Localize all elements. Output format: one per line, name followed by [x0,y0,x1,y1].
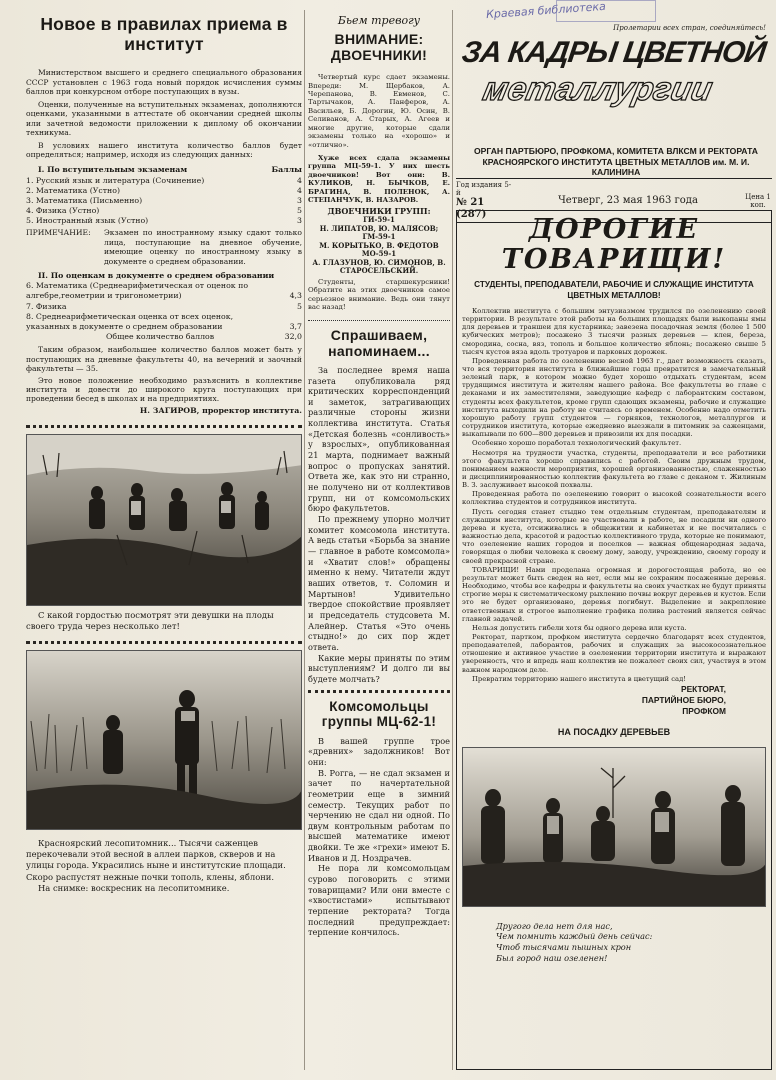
item-score: 4,3 [289,291,302,301]
divider [26,641,302,644]
lead: СТУДЕНТЫ, ПРЕПОДАВАТЕЛИ, РАБОЧИЕ И СЛУЖАЩИЕ ИНСТИТУТА ЦВЕТНЫХ МЕТАЛЛОВ! [474,280,754,300]
signoff: РЕКТОРАТ, ПАРТИЙНОЕ БЮРО, ПРОФКОМ [641,683,726,716]
section-heading: I. По вступительным экзаменам [38,164,188,174]
photo-title: НА ПОСАДКУ ДЕРЕВЬЕВ [557,726,671,737]
paragraph: Нельзя допустить гибели хотя бы одного дерева или куста. [472,623,687,632]
paragraph: Таким образом, наибольшее количество баллов может быть у поступающих на дневные факультеты 40, на вечерний и заочный факультеты — 35. [26,345,302,374]
paragraph: Проведенная работа по озеленению говорит о высокой сознательности всего коллектива студентов и сотрудников института. [462,490,766,507]
column-middle [308,14,450,1074]
list-item [26,176,302,186]
item-score: 3 [297,216,302,226]
exam-section-header [26,163,302,176]
paragraph: Министерством высшего и среднего специального образования СССР установлен с 1963 года новый порядок исчисления суммы баллов при конкурсном отборе поступающих в вузы. [26,68,302,97]
divider [26,425,302,428]
photo-tree-planting [462,747,766,907]
exam-list [26,176,302,227]
list-item [26,312,302,332]
paragraph: За последнее время наша газета опубликовала ряд критических корреспонденций и заметок, затрагивающих различные стороны жизни коллектива института. Статья «Детская болезнь «сонливость» у взрослых», опубликованная 21 марта, поднимает важный вопрос о пропусках занятий. Ответа же, как это ни странно, не получено ни от коллективов групп, ни от комсомольских бюро факультетов. [308,364,450,514]
newspaper-subtitle: металлургии [480,70,716,107]
article-title-komsomol: Комсомольцы группы МЦ-62-1! [321,698,437,730]
list-item [26,281,302,301]
failing-students-list: ГИ-59-1 Н. ЛИПАТОВ, Ю. МАЛЯСОВ; ГМ-59-1 М. КОРЫТЬКО, В. ФЕДОТОВ МО-59-1 А. ГЛАЗУНОВ, Ю. СИМОНОВ, В. СТАРОСЕЛЬСКИЙ. [312,215,446,276]
note [26,228,302,266]
paragraph: Несмотря на трудности участка, студенты, преподаватели и все работники этого факультета хорошо справились с работой. Своим дружным трудом, пониманием важности мероприятия, хорошей организованностью, слаженностью и дисциплинированностью коллектив факультета во главе с деканом т. Жилиным В. З. заслуживает высокой похвалы. [462,448,766,490]
item-score: 5 [297,301,302,311]
paragraph: Хуже всех сдала экзамены группа МЦ-59-1. У них шесть двоечников! Вот они: В. КУЛИКОВ, Н. БЫЧКОВ, Е. БРАГИНА, В. ПОЛЕНОК, А. СТЕПАНЧУК, В. НАЗАРОВ. [308,153,450,205]
poem: Другого дела нет для нас, Чем помнить каждый день сейчас: Чтоб тысячами пышных крон Был город наш озеленен! [496,920,653,963]
photo-nursery [26,650,302,830]
article-title-warning: ВНИМАНИЕ: ДВОЕЧНИКИ! [330,31,428,64]
paragraph: Это новое положение необходимо разъяснить в коллективе института и довести до широкого круга поступающих при проведении бесед в школах и на предприятиях. [26,375,302,404]
paragraph: Оценки, полученные на вступительных экзаменах, дополняются оценками, указанными в аттестате об окончании средней школы или зачетной ведомости приложении к диплому об окончании техникума. [26,99,302,138]
item-name: 6. Математика (Среднеарифметическая от оценок по алгебре,геометрии и тригонометрии) [26,281,249,301]
photo-caption: Красноярский лесопитомник... Тысячи саженцев перекочевали этой весной в аллеи парков, скверов и на улицы города. Украсились ныне и институтские площади. Скоро распустят нежные почки тополь, клены, яблони. [26,837,286,882]
paragraph: По прежнему упорно молчит комитет комсомола института. А ведь статьи «Борьба за знание — главное в работе комсомола» и «Хватит слов!» обращены именно к нему. Читатели ждут ваших ответов, т. Соломин и Мартынов! Удивительно твердое спокойствие проявляет и председатель студсовета М. Алейнер. Статья «Это очень стыдно!» до сих пор ждет ответа. [308,514,450,652]
paragraph: В условиях нашего института количество баллов будет определяться; например, исходя из следующих данных: [26,140,302,160]
item-score: 3,7 [289,321,302,331]
stamp-box [556,0,656,22]
divider [308,690,450,693]
item-score: 5 [297,206,302,216]
divider [308,320,450,321]
admission-article [26,68,302,159]
list-item [26,302,302,312]
paragraph: Особенно хорошо поработал технологический факультет. [472,439,682,448]
item-name: 1. Русский язык и литература (Сочинение) [26,175,205,185]
photo-image [463,748,766,907]
list-item [26,196,302,206]
section-heading: II. По оценкам в документе о среднем образовании [38,271,275,281]
item-name: 7. Физика [26,301,67,311]
photo-image [27,651,302,830]
masthead [459,36,768,138]
appeal-box [456,210,772,1070]
photo-caption-note: На снимке: воскресник на лесопитомнике. [38,883,230,894]
article-title-admission: Новое в правилах приема в институт [40,14,288,55]
paragraph: Ректорат, партком, профком института сердечно благодарят всех студентов, преподавателей, лаборантов, рабочих и служащих за высокосознательное отношение и активное участие в озеленении территории института и выражают уверенность, что и впредь наш коллектив не пожалеет своих сил, участвуя в этом важном народном деле. [462,632,766,674]
issue-date: Четверг, 23 мая 1963 года [558,195,698,207]
item-score: 4 [297,185,302,195]
list-item [26,206,302,216]
article-title-reminder: Спрашиваем, напоминаем... [328,326,430,359]
note-text: Экзамен по иностранному языку сдают только лица, поступающие на дневное обучение, имеющие оценку по иностранному языку в документе о среднем образовании. [104,228,302,266]
paragraph: ТОВАРИЩИ! Нами проделана огромная и дорогостоящая работа, но ее результат может быть сведен на нет, если мы не сохраним посаженные деревья. Необходимо, чтобы все кафедры и факультеты на своих участках не будут приняты строгие меры к систематическому рыхлению почвы вокруг деревьев и кустов. Если это не будет организовано, деревья погибнут. Выделение и закрепление ответственных и строгое выполнение графика полива растений является сейчас главной задачей. [462,565,766,623]
photo-caption: С какой гордостью посмотрят эти девушки на плоды своего труда через несколько лет! [26,609,274,632]
item-name: 3. Математика (Письменно) [26,195,143,205]
paragraph: Четвертый курс сдает экзамены. Впереди: М. Щербаков, А. Черепанова, В. Евменов, С. Тартычаков, А. Панферов, А. Васильев, Б. Дорогин, Ю. Осин, В. Селиванов, А. Старых, А. Агеев и многие другие, которые сдали экзамены только на «хорошо» и «отлично». [308,73,450,149]
motto: Пролетарии всех стран, соединяйтесь! [613,24,766,32]
subheading: ДВОЕЧНИКИ ГРУПП: [327,205,431,216]
section-kicker: Бьем тревогу [337,14,421,27]
library-stamp: Краевая библиотека [485,0,607,22]
paragraph: Не пора ли комсомольцам сурово поговорить с этими товарищами? Или они вместе с «хвостистами» испытывают терпение ректората? Тогда последний предупреждает: терпение кончилось. [308,863,450,938]
year-of-publication: Год издания 5-й [456,181,512,198]
note-label: ПРИМЕЧАНИЕ: [26,228,91,238]
column-divider [452,10,453,1070]
organ-line: ОРГАН ПАРТБЮРО, ПРОФКОМА, КОМИТЕТА ВЛКСМ И РЕКТОРАТА КРАСНОЯРСКОГО ИНСТИТУТА ЦВЕТНЫХ МЕТАЛЛОВ им. М. И. КАЛИНИНА [473,146,758,178]
column-right [456,0,772,1080]
total-value: 32,0 [284,331,302,341]
list-item [26,186,302,196]
item-name: 5. Иностранный язык (Устно) [26,216,149,226]
admission-article-end [26,345,302,404]
column-left [26,14,302,1074]
signature: Н. ЗАГИРОВ, проректор института. [139,405,302,415]
total-label: Общее количество баллов [106,331,215,341]
price: Цена 1 коп. [745,192,771,209]
column-divider [304,10,305,1070]
total-row [26,332,302,342]
item-name: 2. Математика (Устно) [26,185,120,195]
paragraph: Проведенная работа по озеленению весной 1963 г., дает возможность сказать, что вся территория института в ближайшие годы превратится в замечательный зеленый парк, в котором можно будет хорошо отдыхать студентам, всем трудящимся института и жителям нашего района. Все факультеты во главе с деканами и их заместителями, заведующие кафедр с лаборантским составом, студенты всех факультетов, кроме групп сдающих экзамены, рабочие и служащие института выходили на работу не считаясь со временем. Особенно надо отметить хорошую работу групп студентов — горняков, технологов, металлургов и сотрудников института, которые ежедневно выезжали в питомник за саженцами, выкапывали по 600—800 деревьев и привозили их для посадки. [462,356,766,439]
newspaper-title: ЗА КАДРЫ ЦВЕТНОЙ [459,36,768,69]
headline: ДОРОГИЕ ТОВАРИЩИ! [501,214,727,275]
photo-girls-planting [26,434,302,606]
section-heading-right: Баллы [271,164,302,174]
paragraph: В. Рогга, — не сдал экзамен и зачет по начертательной геометрии еще в зимний семестр. Текущих работ по черчению не сдал ни одной. По двум контрольным работам по высшей математике имеют двойки. Те же «грехи» имеют Б. Иванов и Д. Ноздрачев. [308,767,450,863]
paragraph: Какие меры приняты по этим выступлениям? И долго ли вы будете молчать? [308,652,450,684]
list-item [26,216,302,226]
grades-list [26,281,302,342]
paragraph: Коллектив института с большим энтузиазмом трудился по озеленению своей территории. В результате этой работы на больших площадях были выкопаны ямы для деревьев и траншеи для кустарника; завезена посадочная земля (более 1 500 кубических метров); посажено 3 тысячи разных деревьев — клен, береза, смородина, сосна, вяз, тополь и большое количество яблонь; посажено свыше 5 тысяч кустов вяза вдоль тротуаров и парковых дорожек. [462,306,766,356]
paragraph: Превратим территорию нашего института в цветущий сад! [472,674,687,683]
appeal: Студенты, старшекурсники! Обратите на этих двоечников самое серьезное внимание. Ведь они тянут вас назад! [308,277,450,312]
issue-number: № 21 (287) [456,197,487,220]
photo-image [27,435,302,606]
paragraph: В вашей группе трое «древних» задолжников! Вот они: [308,735,450,767]
appeal-text [462,307,766,683]
item-name: 8. Среднеарифметическая оценка от всех оценок, указанных в документе о среднем образовании [26,311,234,331]
item-score: 3 [297,195,302,205]
paragraph: Пусть сегодня станет стыдно тем отдельным студентам, преподавателям и служащим института, которые не участвовали в работе, не посадили ни одного дерева и куста, отсиживались в общежитии и кабинетах и не посчитались с важностью дела, красотой и радостью коллективного труда, которые не понимают, что озеленение наших городов и поселков — важная общенародная задача, говорящая о любви человека к своему дому, заводу, учреждению, своему городу и своей прекрасной стране. [462,507,766,565]
item-score: 4 [297,175,302,185]
item-name: 4. Физика (Устно) [26,206,100,216]
